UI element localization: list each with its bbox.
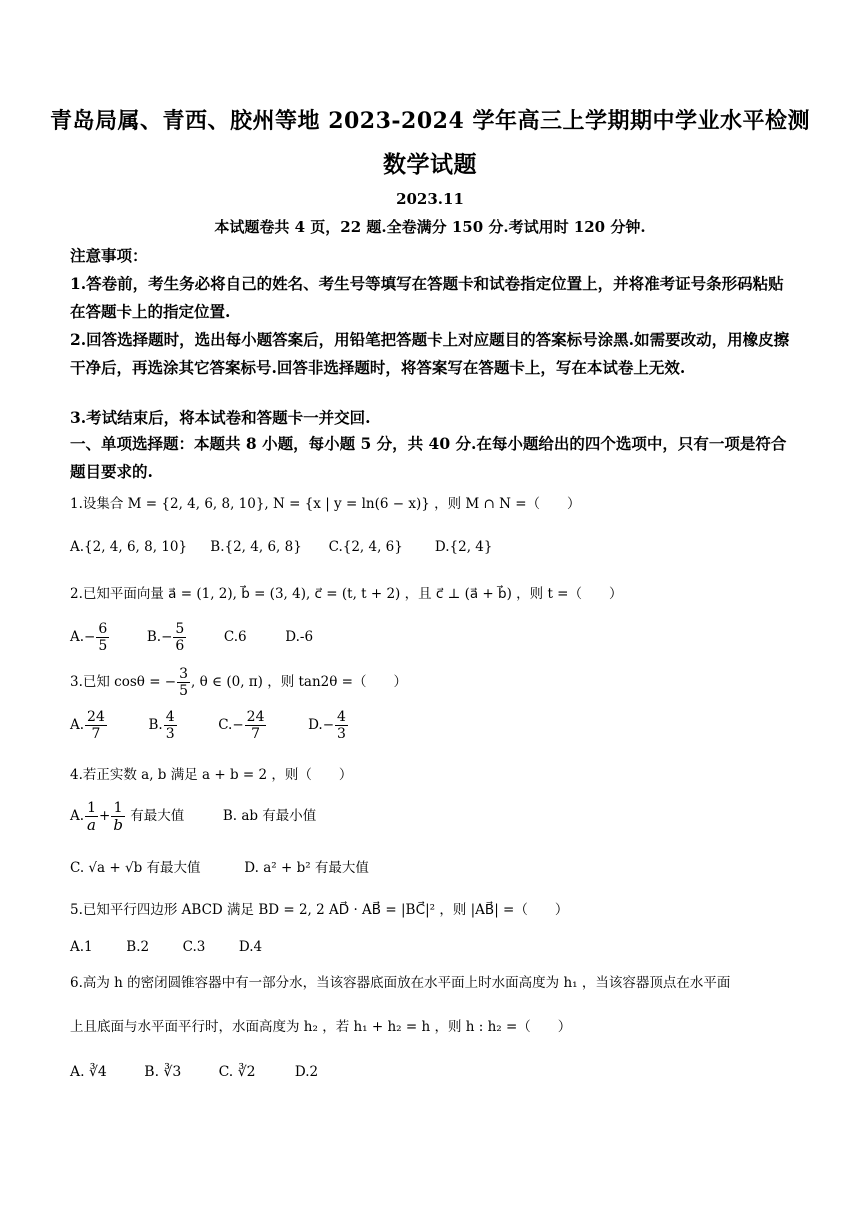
option-a: A.− $\frac{6}{5}$ [70,621,108,654]
fraction: $\frac{3}{5}$ [179,666,189,699]
option-b: B.− $\frac{5}{6}$ [146,621,185,654]
fraction: $\frac{4}{3}$ [337,709,346,742]
note-item-2: 2.回答选择题时，选出每小题答案后，用铅笔把答题卡上对应题目的答案标号涂黑.如需要改动，用橡皮擦干净后，再选涂其它答案标号.回答非选择题时，将答案写在答题卡上，写在本试卷上无效. [70,330,790,377]
fraction: $\frac{4}{3}$ [165,709,175,742]
option-d: D.-6 [285,629,314,645]
option-a: A.{2, 4, 6, 8, 10} [70,539,188,555]
note-item-1: 1.答卷前，考生务必将自己的姓名、考生号等填写在答题卡和试卷指定位置上，并将准考证号条形码粘贴在答题卡上的指定位置. [70,274,784,321]
fraction: $\frac{24}{7}$ [246,709,265,742]
question-3-stem: 3.已知 cosθ = − $\frac{3}{5}$ , θ ∈ (0, π) ，则 tan2θ =（ ） [70,666,407,699]
question-1-options [70,539,492,555]
question-5-options [70,939,262,955]
option-c: C.{2, 4, 6} [328,539,403,555]
exam-title: 青岛局属、青西、胶州等地 2023-2024 学年高三上学期期中学业水平检测 [50,108,810,134]
option-d: D.2 [294,1064,319,1080]
exam-info: 本试题卷共 4 页，22 题.全卷满分 150 分.考试用时 120 分钟. [214,218,646,236]
note-item-3: 3.考试结束后，将本试卷和答题卡一并交回. [70,408,371,427]
option-b: B. ∛3 [144,1064,182,1080]
question-2-stem: 2.已知平面向量 a⃗ = (1, 2), b⃗ = (3, 4), c⃗ = (t, t + 2) ，且 c⃗ ⊥ (a⃗ + b⃗) ，则 t =（ ） [70,586,623,602]
option-b: B. ab 有最小值 [222,808,317,824]
notes-heading: 注意事项： [70,246,148,265]
section-heading: 一、单项选择题：本题共 8 小题，每小题 5 分，共 40 分.在每小题给出的四个选项中，只有一项是符合题目要求的. [70,434,787,481]
option-d: D.{2, 4} [434,539,493,555]
question-6-line-1: 6.高为 h 的密闭圆锥容器中有一部分水，当该容器底面放在水平面上时水面高度为 h₁ ，当该容器顶点在水平面 [70,975,731,991]
question-5-stem: 5.已知平行四边形 ABCD 满足 BD = 2, 2 AD⃗ · AB⃗ = |BC⃗|² ，则 |AB⃗| =（ ） [70,902,569,918]
fraction: $\frac{6}{5}$ [98,621,108,654]
question-4-options-row2 [70,856,369,876]
option-c: C. √a + √b 有最大值 [70,860,201,876]
option-b: B.{2, 4, 6, 8} [210,539,302,555]
option-c: C.− $\frac{24}{7}$ [218,709,265,742]
option-c: C.3 [182,939,206,955]
question-3-options [70,709,349,742]
option-a: A. $\frac{1}{a}$ + $\frac{1}{b}$ 有最大值 [70,800,185,834]
fraction: $\frac{1}{b}$ [113,800,123,834]
option-d: D. a² + b² 有最大值 [244,860,369,876]
question-6-line-2: 上且底面与水平面平行时，水面高度为 h₂ ，若 h₁ + h₂ = h ，则 h : h₂ =（ ） [70,1019,572,1035]
fraction: $\frac{24}{7}$ [87,709,105,742]
question-6-options [70,1064,318,1080]
option-d: D.− $\frac{4}{3}$ [308,709,346,742]
option-c: C. ∛2 [218,1064,256,1080]
option-a: A. $\frac{24}{7}$ [70,709,105,742]
exam-subtitle: 数学试题 [383,151,477,178]
option-a: A. ∛4 [70,1064,107,1080]
option-d: D.4 [238,939,263,955]
question-2-options [70,621,313,654]
exam-date: 2023.11 [396,190,464,208]
question-4-stem: 4.若正实数 a, b 满足 a + b = 2 ，则（ ） [70,767,353,783]
option-b: B.2 [126,939,150,955]
option-a: A.1 [70,939,93,955]
fraction: $\frac{1}{a}$ [87,800,96,834]
fraction: $\frac{5}{6}$ [175,621,185,654]
question-4-options-row1 [70,800,316,833]
option-c: C.6 [223,629,247,645]
question-1-stem: 1.设集合 M = {2, 4, 6, 8, 10}, N = {x | y = ln(6 − x)} ，则 M ∩ N =（ ） [70,496,581,512]
option-b: B. $\frac{4}{3}$ [148,709,175,742]
